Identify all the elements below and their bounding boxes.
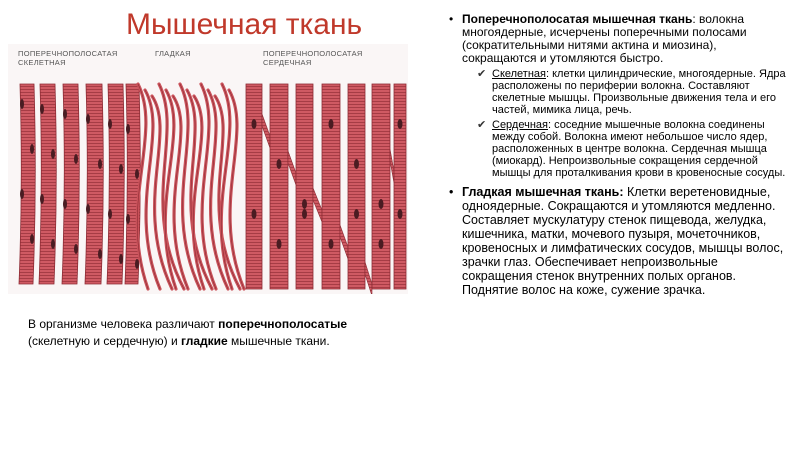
nucleus [86,204,90,214]
skeletal-fiber [107,84,124,284]
cardiac-branch [313,188,322,222]
muscle-tissue-illustration [8,44,408,294]
skeletal-subbullet [449,68,791,116]
cardiac-branch [390,149,394,183]
nucleus [119,164,123,174]
cardiac-branch [365,262,372,294]
nucleus [40,104,44,114]
skeletal-fiber [39,84,56,284]
label-cardiac: ПОПЕРЕЧНОПОЛОСАТАЯ СЕРДЕЧНАЯ [263,49,363,67]
nucleus [20,99,24,109]
nucleus [98,249,102,259]
nucleus [63,199,67,209]
nucleus [126,214,130,224]
skeletal-term: Скелетная [492,68,546,80]
nucleus [74,244,78,254]
nucleus [30,144,34,154]
nucleus [329,119,334,129]
description-column [449,13,791,297]
cardiac-fiber [296,84,313,289]
nucleus [86,114,90,124]
skeletal-fiber [19,84,35,284]
nucleus [30,234,34,244]
nucleus [329,239,334,249]
smooth-bullet [449,185,791,297]
cardiac-text: : соседние мышечные волокна соединены между собой. Волокна имеют небольшое число ядер, расположенных в центре волокна. Сердечная мышца (миокард). Непроизвольные сокращения сердечной мышцы для проталкивания крови в кровеносные сосуды. [492,119,786,179]
fibers-drawing [8,44,408,294]
cardiac-fiber [246,84,262,289]
nucleus [51,149,55,159]
nucleus [354,159,359,169]
nucleus [126,124,130,134]
nucleus [277,239,282,249]
nucleus [252,119,257,129]
nucleus [277,159,282,169]
label-smooth: ГЛАДКАЯ [155,49,191,58]
nucleus [379,239,384,249]
smooth-text: Клетки веретеновидные, одноядерные. Сокращаются и утомляются медленно. Составляет мускулатуру стенок пищевода, желудка, кишечника, матки, мочевого пузыря, мочеточников, кровеносных и лимфатических сосудов, мышцы волос, зрачки глаз. Обеспечивает непроизвольные сокращения стенок внутренних полых органов. Поднятие волос на коже, сужение зрачка. [462,185,784,297]
cardiac-branch [288,151,296,185]
nucleus [135,259,139,269]
nucleus [302,199,307,209]
nucleus [354,209,359,219]
cardiac-fiber [322,84,340,289]
intro-text: В организме человека различают поперечнополосатые (скелетную и сердечную) и гладкие мышечные ткани. [28,317,348,348]
cardiac-fiber [372,84,390,289]
checkmark-icon: ✔ [477,119,487,131]
nucleus [20,189,24,199]
nucleus [398,119,403,129]
nucleus [398,209,403,219]
nucleus [108,119,112,129]
nucleus [379,199,384,209]
nucleus [119,254,123,264]
cardiac-subbullet [449,119,791,179]
cardiac-term: Сердечная [492,119,548,131]
cardiac-branch [340,225,348,259]
nucleus [74,154,78,164]
striated-bullet [449,13,791,65]
skeletal-text: : клетки цилиндрические, многоядерные. Ядра расположены по периферии волокна. Составляют скелетные мышцы. Произвольные движения тела и его частей, мимика лица, речь. [492,68,786,116]
nucleus [40,194,44,204]
slide-title: Мышечная ткань [126,8,363,41]
cardiac-fiber [270,84,288,289]
label-skeletal: ПОПЕРЕЧНОПОЛОСАТАЯ СКЕЛЕТНАЯ [18,49,118,67]
cardiac-fiber [394,84,406,289]
smooth-heading: Гладкая мышечная ткань: [462,185,624,199]
striated-text: : волокна многоядерные, исчерчены поперечными полосами (сократительными нитями актина и миозина), сокращаются и утомляются быстро. [462,12,747,65]
nucleus [252,209,257,219]
nucleus [302,209,307,219]
nucleus [108,209,112,219]
nucleus [135,169,139,179]
striated-heading: Поперечнополосатая мышечная ткань [462,12,693,26]
checkmark-icon: ✔ [477,68,487,80]
nucleus [63,109,67,119]
cardiac-branch [262,114,270,148]
cardiac-fiber [348,84,365,289]
nucleus [98,159,102,169]
nucleus [51,239,55,249]
